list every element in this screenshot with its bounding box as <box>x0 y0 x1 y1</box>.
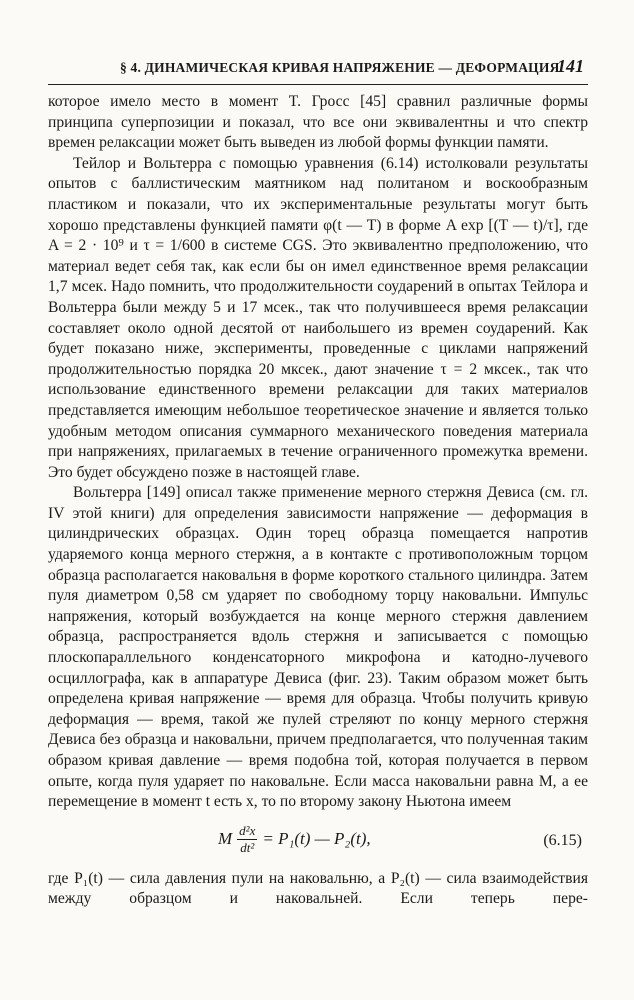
paragraph-4: где P₁(t) — сила давления пули на наковальню, а P₂(t) — сила взаимодействия между образцом и наковальней. Если теперь пере- <box>48 869 588 908</box>
equation-body <box>218 823 371 856</box>
equation-fraction <box>237 823 257 856</box>
equation-rhs: = P₁(t) — P₂(t), <box>262 828 371 848</box>
paragraph-2: Тейлор и Вольтерра с помощью уравнения (6.14) истолковали результаты опытов с баллистическим маятником над политаном и воскообразным пластиком и показали, что их экспериментальные результаты могут быть хорошо представлены функцией памяти φ(t — T) в форме A exp [(T — t)/τ], где A = 2 · 10⁹ и τ = 1/600 в системе CGS. Это эквивалентно предположению, что материал ведет себя так, как если бы он имел единственное время релаксации 1,7 мсек. Надо помнить, что продолжительности соударений в опытах Тейлора и Вольтерра были между 5 и 17 мсек., так что получившееся время релаксации составляет около одной десятой от наибольшего из времен соударений. Как будет показано ниже, эксперименты, проведенные с циклами напряжений продолжительностью порядка 20 мксек., дают значение τ = 2 мксек., так что использование единственного времени релаксации для таких материалов представляется имеющим небольшое теоретическое значение и является только удобным методом описания суммарного механического поведения материала при напряжениях, прилагаемых в течение ограниченного промежутка времени. Это будет обсуждено позже в настоящей главе. <box>48 154 588 481</box>
body-text <box>48 92 588 910</box>
equation-mass: M <box>218 828 233 848</box>
fraction-denominator: dt² <box>240 839 255 855</box>
paragraph-1: которое имело место в момент T. Гросс [45] сравнил различные формы принципа суперпозиции и показал, что все они эквивалентны и что спектр времен релаксации может быть выведен из любой формы функции памяти. <box>48 93 588 152</box>
fraction-numerator: d²x <box>239 822 256 838</box>
running-title: § 4. ДИНАМИЧЕСКАЯ КРИВАЯ НАПРЯЖЕНИЕ — ДЕФОРМАЦИЯ <box>120 60 560 75</box>
page-header <box>48 56 588 85</box>
equation-number: (6.15) <box>543 831 582 849</box>
equation-6-15 <box>48 819 588 865</box>
paragraph-3: Вольтерра [149] описал также применение мерного стержня Девиса (см. гл. IV этой книги) для определения зависимости напряжение — деформация в цилиндрических образцах. Один торец образца помещается напротив ударяемого конца мерного стержня, а в контакте с противоположным торцом образца располагается наковальня в форме короткого стального цилиндра. Затем пуля диаметром 0,58 см ударяет по свободному торцу наковальни. Импульс напряжения, который возбуждается на конце мерного стержня давлением образца, распространяется вдоль стержня и записывается с помощью плоскопараллельного конденсаторного микрофона и катодно-лучевого осциллографа, как в аппаратуре Девиса (фиг. 23). Таким образом может быть определена кривая напряжение — время для образца. Чтобы получить кривую деформация — время, такой же пулей стреляют по концу мерного стержня Девиса без образца и наковальни, причем предполагается, что полученная таким образом кривая давление — время подобна той, которая получается в первом опыте, когда пуля ударяет по наковальне. Если масса наковальни равна M, а ее перемещение в момент t есть x, то по второму закону Ньютона имеем <box>48 484 588 811</box>
page-number: 141 <box>557 56 584 76</box>
